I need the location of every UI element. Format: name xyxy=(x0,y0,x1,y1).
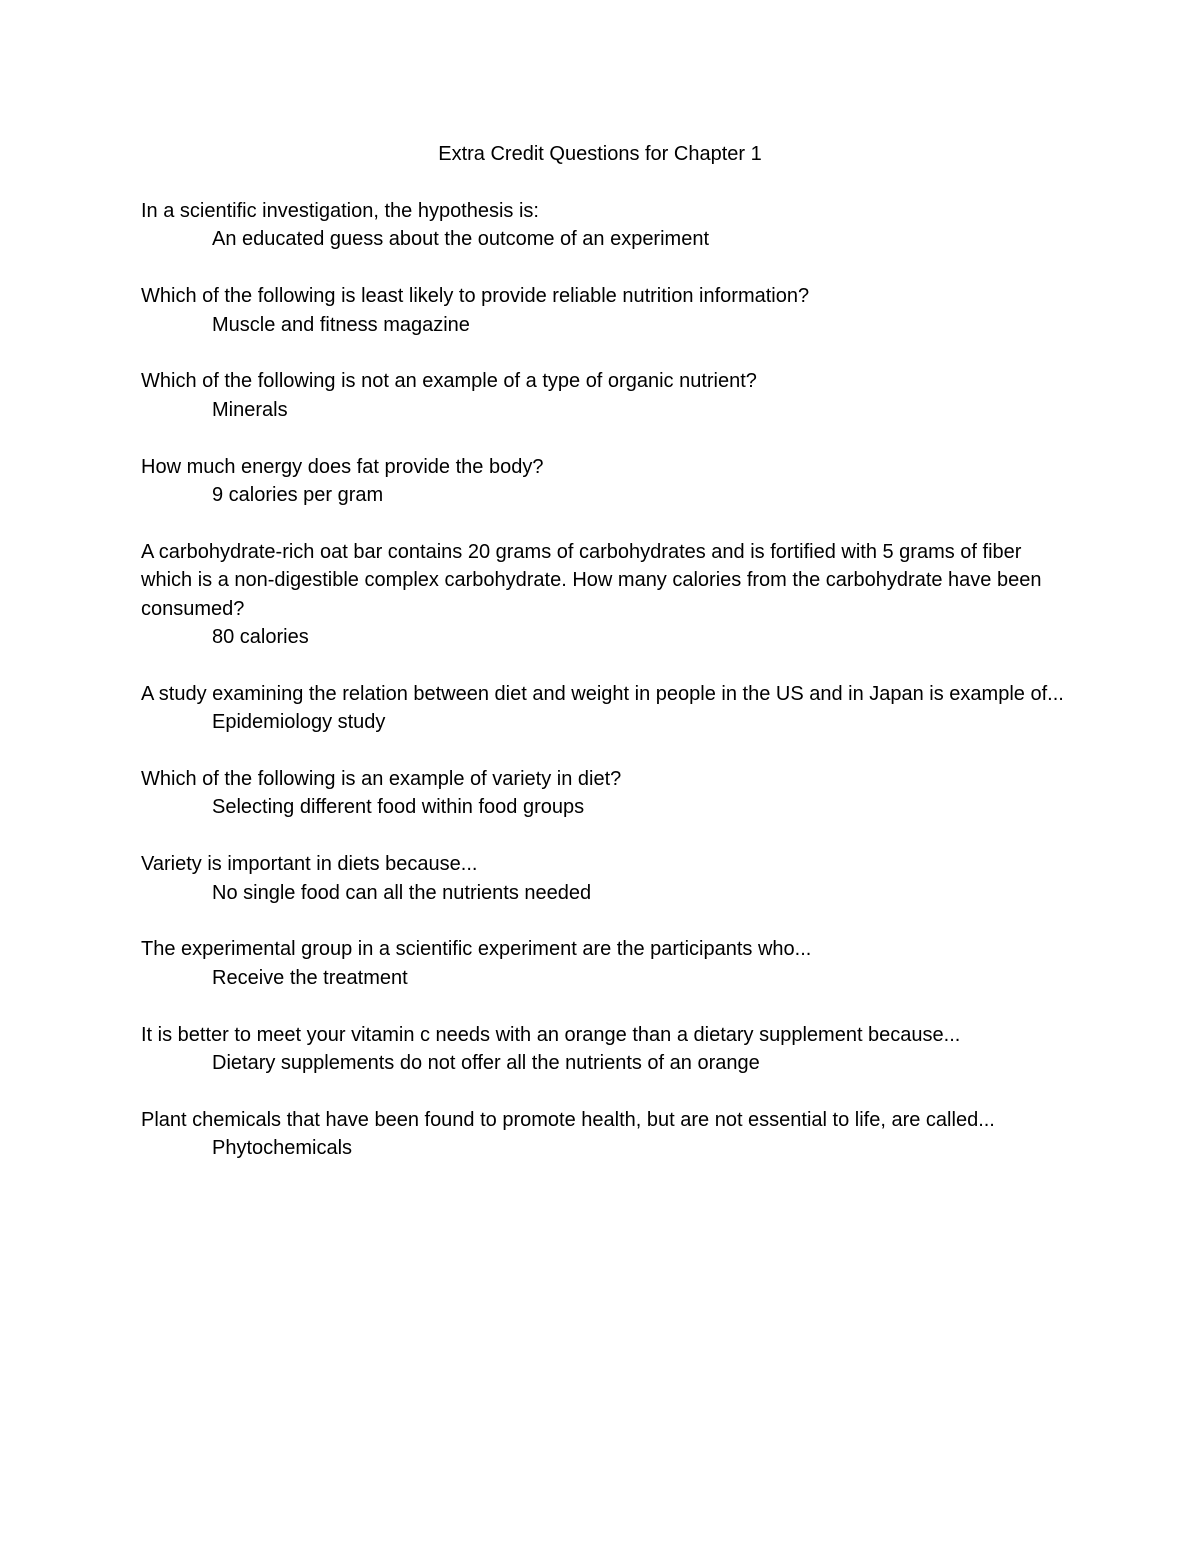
question-item xyxy=(141,935,1066,992)
question-item xyxy=(141,538,1066,652)
question-text: Which of the following is least likely to provide reliable nutrition information? xyxy=(141,285,810,308)
page-title: Extra Credit Questions for Chapter 1 xyxy=(438,143,762,165)
answer-text: Muscle and fitness magazine xyxy=(212,313,470,336)
answer-text: Epidemiology study xyxy=(212,711,386,734)
question-text: A carbohydrate-rich oat bar contains 20 grams of carbohydrates and is fortified with 5 grams of fiber which is a non-digestible complex carbohydrate. How many calories from the carbohydrate have been consumed? xyxy=(141,540,1042,620)
question-item xyxy=(141,453,1066,510)
question-list xyxy=(141,197,1066,1191)
answer-text: No single food can all the nutrients needed xyxy=(212,881,592,904)
question-text: Which of the following is an example of variety in diet? xyxy=(141,768,622,791)
question-text: Variety is important in diets because... xyxy=(141,853,478,876)
answer-text: Selecting different food within food groups xyxy=(212,796,585,819)
question-text: Plant chemicals that have been found to promote health, but are not essential to life, are called... xyxy=(141,1108,995,1131)
question-item xyxy=(141,197,1066,254)
question-item xyxy=(141,765,1066,822)
question-item xyxy=(141,282,1066,339)
answer-text: Receive the treatment xyxy=(212,966,408,989)
answer-text: An educated guess about the outcome of an experiment xyxy=(212,228,710,251)
question-item xyxy=(141,1106,1066,1163)
question-text: It is better to meet your vitamin c needs with an orange than a dietary supplement because... xyxy=(141,1023,961,1046)
question-text: A study examining the relation between diet and weight in people in the US and in Japan is example of... xyxy=(141,682,1064,705)
answer-text: 80 calories xyxy=(212,626,309,649)
answer-text: 9 calories per gram xyxy=(212,484,384,507)
question-item xyxy=(141,1021,1066,1078)
question-text: The experimental group in a scientific experiment are the participants who... xyxy=(141,938,812,961)
question-text: How much energy does fat provide the body? xyxy=(141,455,544,478)
question-text: In a scientific investigation, the hypothesis is: xyxy=(141,200,539,222)
answer-text: Minerals xyxy=(212,398,288,421)
answer-text: Phytochemicals xyxy=(212,1137,353,1160)
answer-text: Dietary supplements do not offer all the nutrients of an orange xyxy=(212,1052,760,1075)
question-item xyxy=(141,680,1066,737)
question-item xyxy=(141,850,1066,907)
question-text: Which of the following is not an example of a type of organic nutrient? xyxy=(141,370,757,393)
question-item xyxy=(141,367,1066,424)
